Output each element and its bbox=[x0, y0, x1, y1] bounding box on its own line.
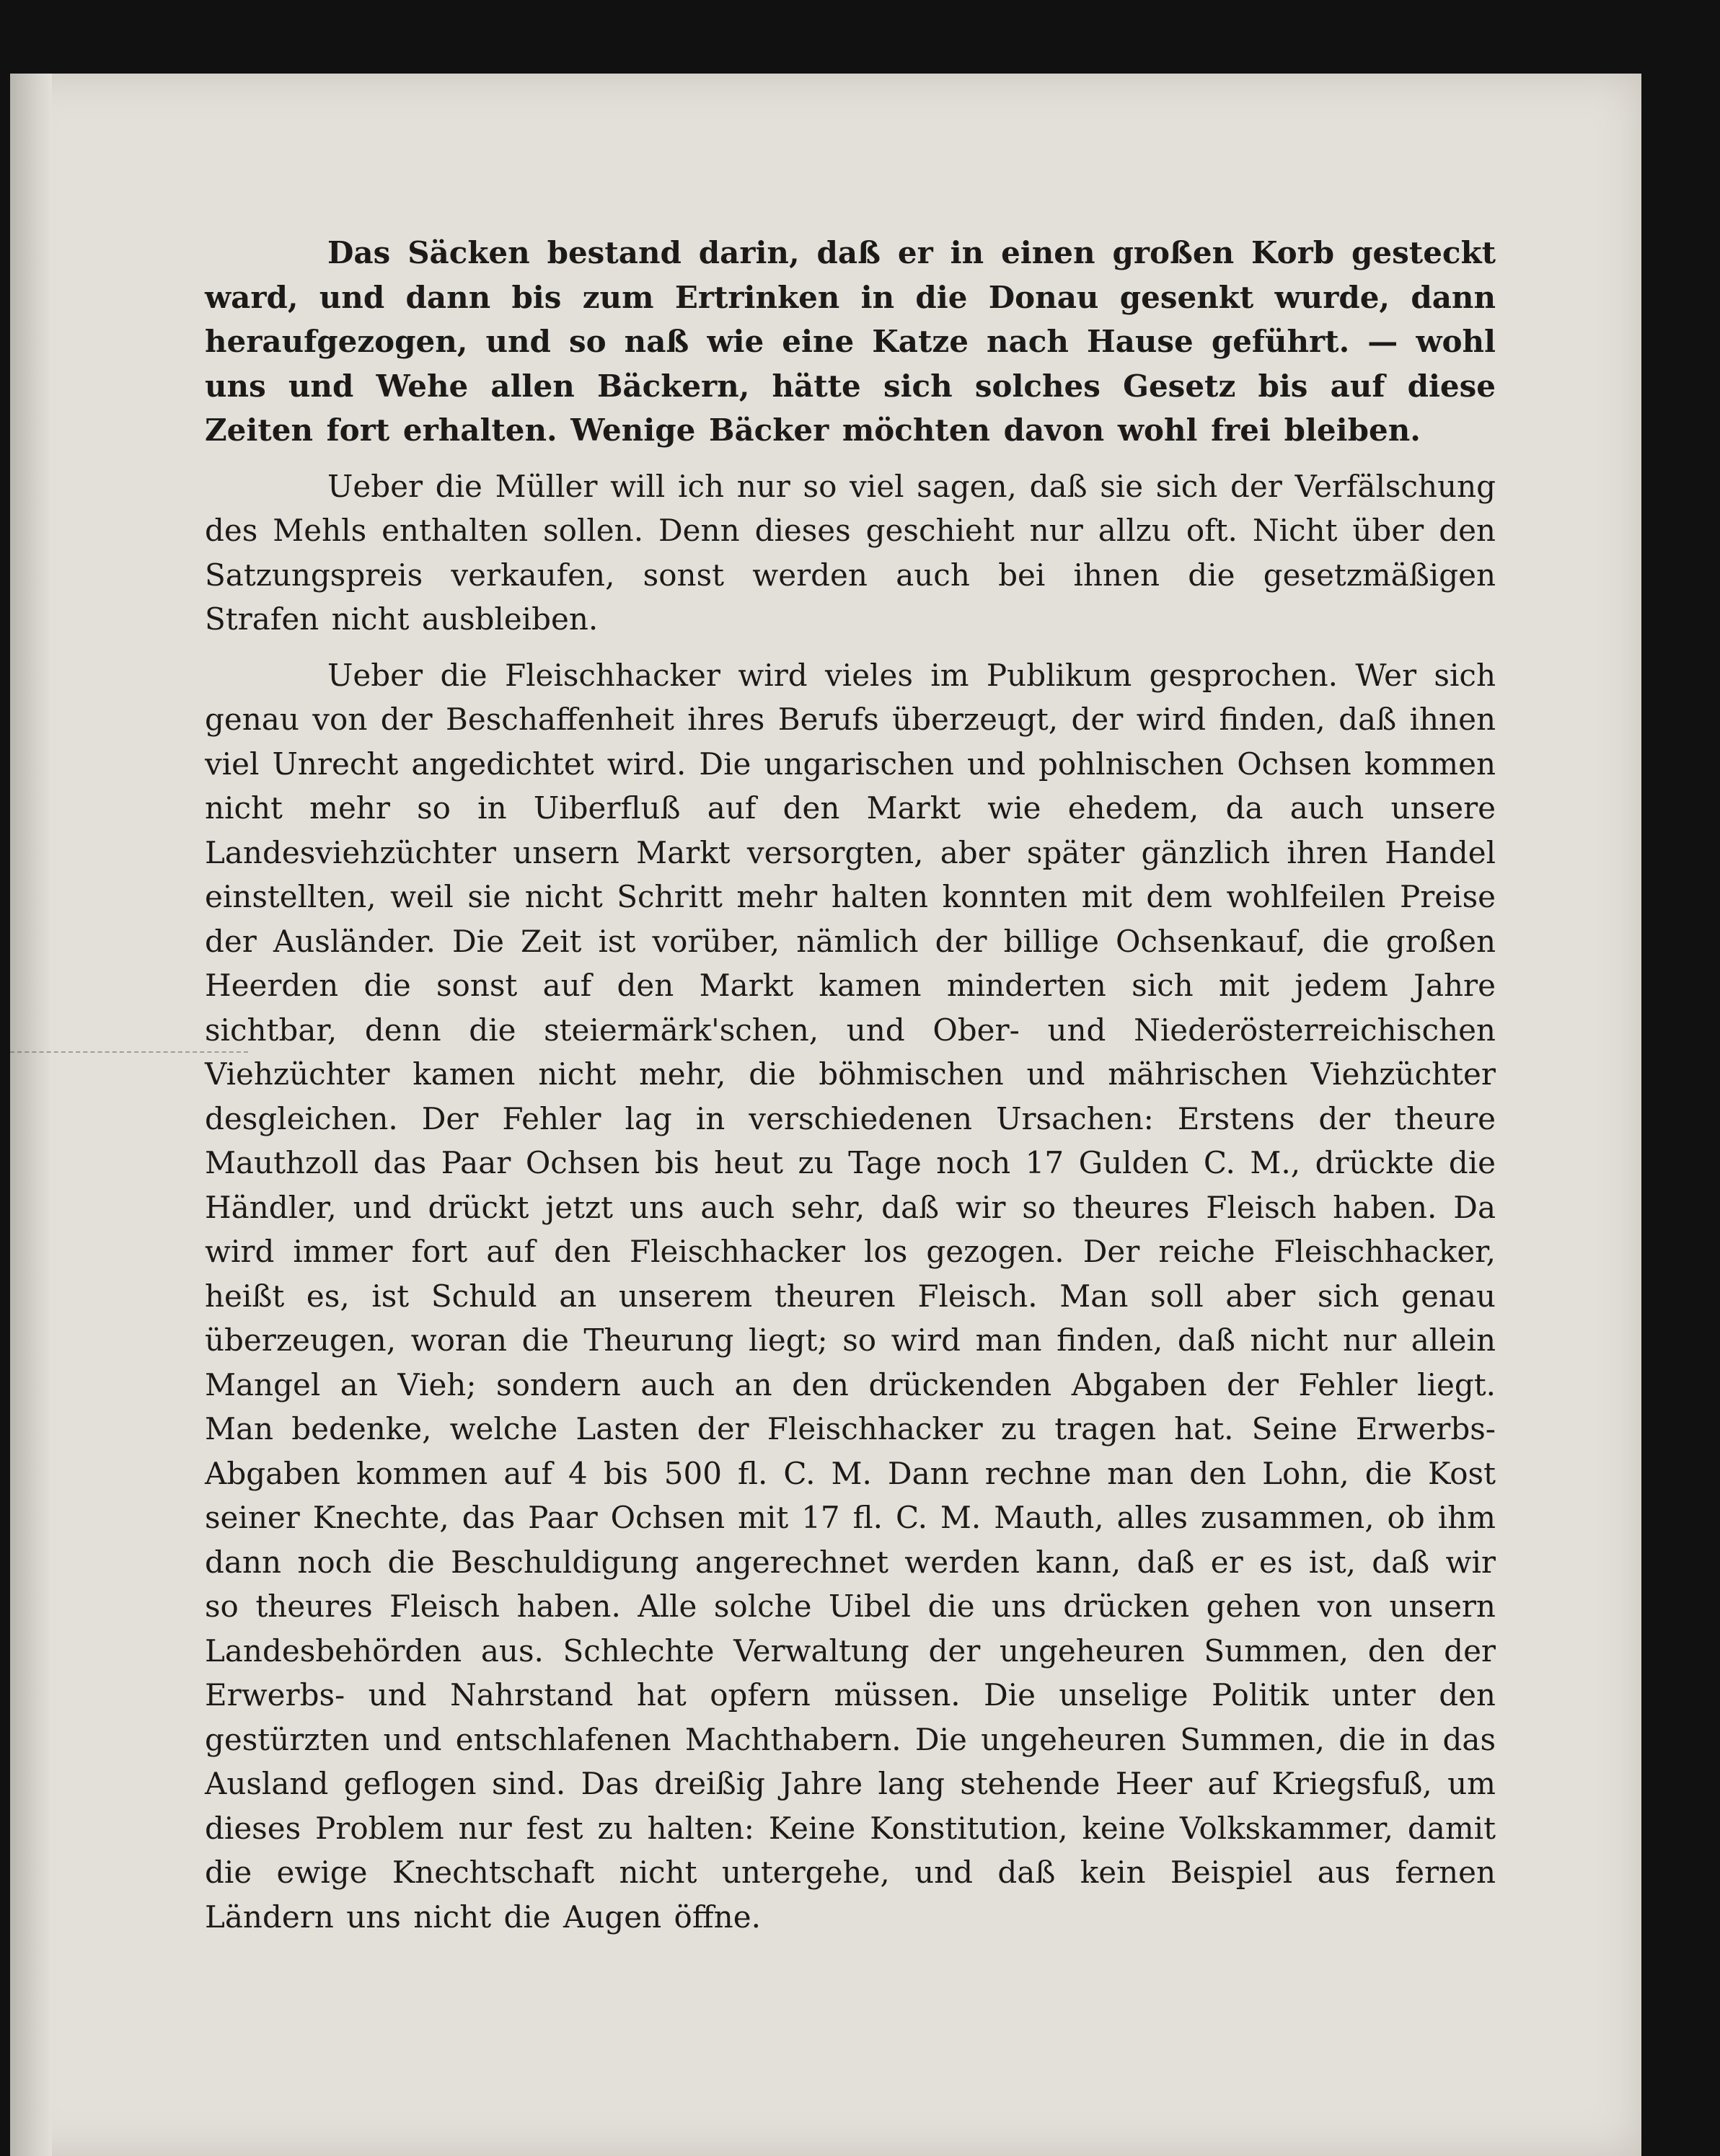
page-edge-shadow bbox=[10, 74, 52, 2156]
paragraph-saecken: Das Säcken bestand darin, daß er in einen großen Korb gesteckt ward, und dann bis zum Ertrinken in die Donau gesenkt wurde, dann heraufgezogen, und so naß wie eine Katze nach Hause geführt. — wohl uns und Wehe allen Bäckern, hätte sich solches Gesetz bis auf diese Zeiten fort erhalten. Wenige Bäcker möchten davon wohl frei bleiben. bbox=[205, 235, 1496, 448]
paragraph-mueller: Ueber die Müller will ich nur so viel sagen, daß sie sich der Verfälschung des Mehls enthalten sollen. Denn dieses geschieht nur allzu oft. Nicht über den Satzungspreis verkaufen, sonst werden auch bei ihnen die gesetzmäßigen Strafen nicht ausbleiben. bbox=[205, 468, 1496, 637]
document-page bbox=[10, 74, 1641, 2156]
paragraph-fleischhacker: Ueber die Fleischhacker wird vieles im Publikum gesprochen. Wer sich genau von der Beschaffenheit ihres Berufs überzeugt, der wird finden, daß ihnen viel Unrecht angedichtet wird. Die ungarischen und pohlnischen Ochsen kommen nicht mehr so in Uiberfluß auf den Markt wie ehedem, da auch unsere Landesviehzüchter unsern Markt versorgten, aber später gänzlich ihren Handel einstellten, weil sie nicht Schritt mehr halten konnten mit dem wohlfeilen Preise der Ausländer. Die Zeit ist vorüber, nämlich der billige Ochsenkauf, die großen Heerden die sonst auf den Markt kamen minderten sich mit jedem Jahre sichtbar, denn die steiermärk'schen, und Ober- und Niederösterreichischen Viehzüchter kamen nicht mehr, die böhmischen und mährischen Viehzüchter desgleichen. Der Fehler lag in verschiedenen Ursachen: Erstens der theure Mauthzoll das Paar Ochsen bis heut zu Tage noch 17 Gulden C. M., drückte die Händler, und drückt jetzt uns auch sehr, daß wir so theures Fleisch haben. Da wird immer fort auf den Fleischhacker los gezogen. Der reiche Fleischhacker, heißt es, ist Schuld an unserem theuren Fleisch. Man soll aber sich genau überzeugen, woran die Theurung liegt; so wird man finden, daß nicht nur allein Mangel an Vieh; sondern auch an den drückenden Abgaben der Fehler liegt. Man bedenke, welche Lasten der Fleischhacker zu tragen hat. Seine Erwerbs-Abgaben kommen auf 4 bis 500 fl. C. M. Dann rechne man den Lohn, die Kost seiner Knechte, das Paar Ochsen mit 17 fl. C. M. Mauth, alles zusammen, ob ihm dann noch die Beschuldigung angerechnet werden kann, daß er es ist, daß wir so theures Fleisch haben. Alle solche Uibel die uns drücken gehen von unsern Landesbehörden aus. Schlechte Verwaltung der ungeheuren Summen, den der Erwerbs- und Nahrstand hat opfern müssen. Die unselige Politik unter den gestürzten und entschlafenen Machthabern. Die ungeheuren Summen, die in das Ausland geflogen sind. Das dreißig Jahre lang stehende Heer auf Kriegsfuß, um dieses Problem nur fest zu halten: Keine Konstitution, keine Volkskammer, damit die ewige Knechtschaft nicht untergehe, und daß kein Beispiel aus fernen Ländern uns nicht die Augen öffne. bbox=[205, 657, 1496, 1935]
body-text bbox=[205, 231, 1496, 1939]
